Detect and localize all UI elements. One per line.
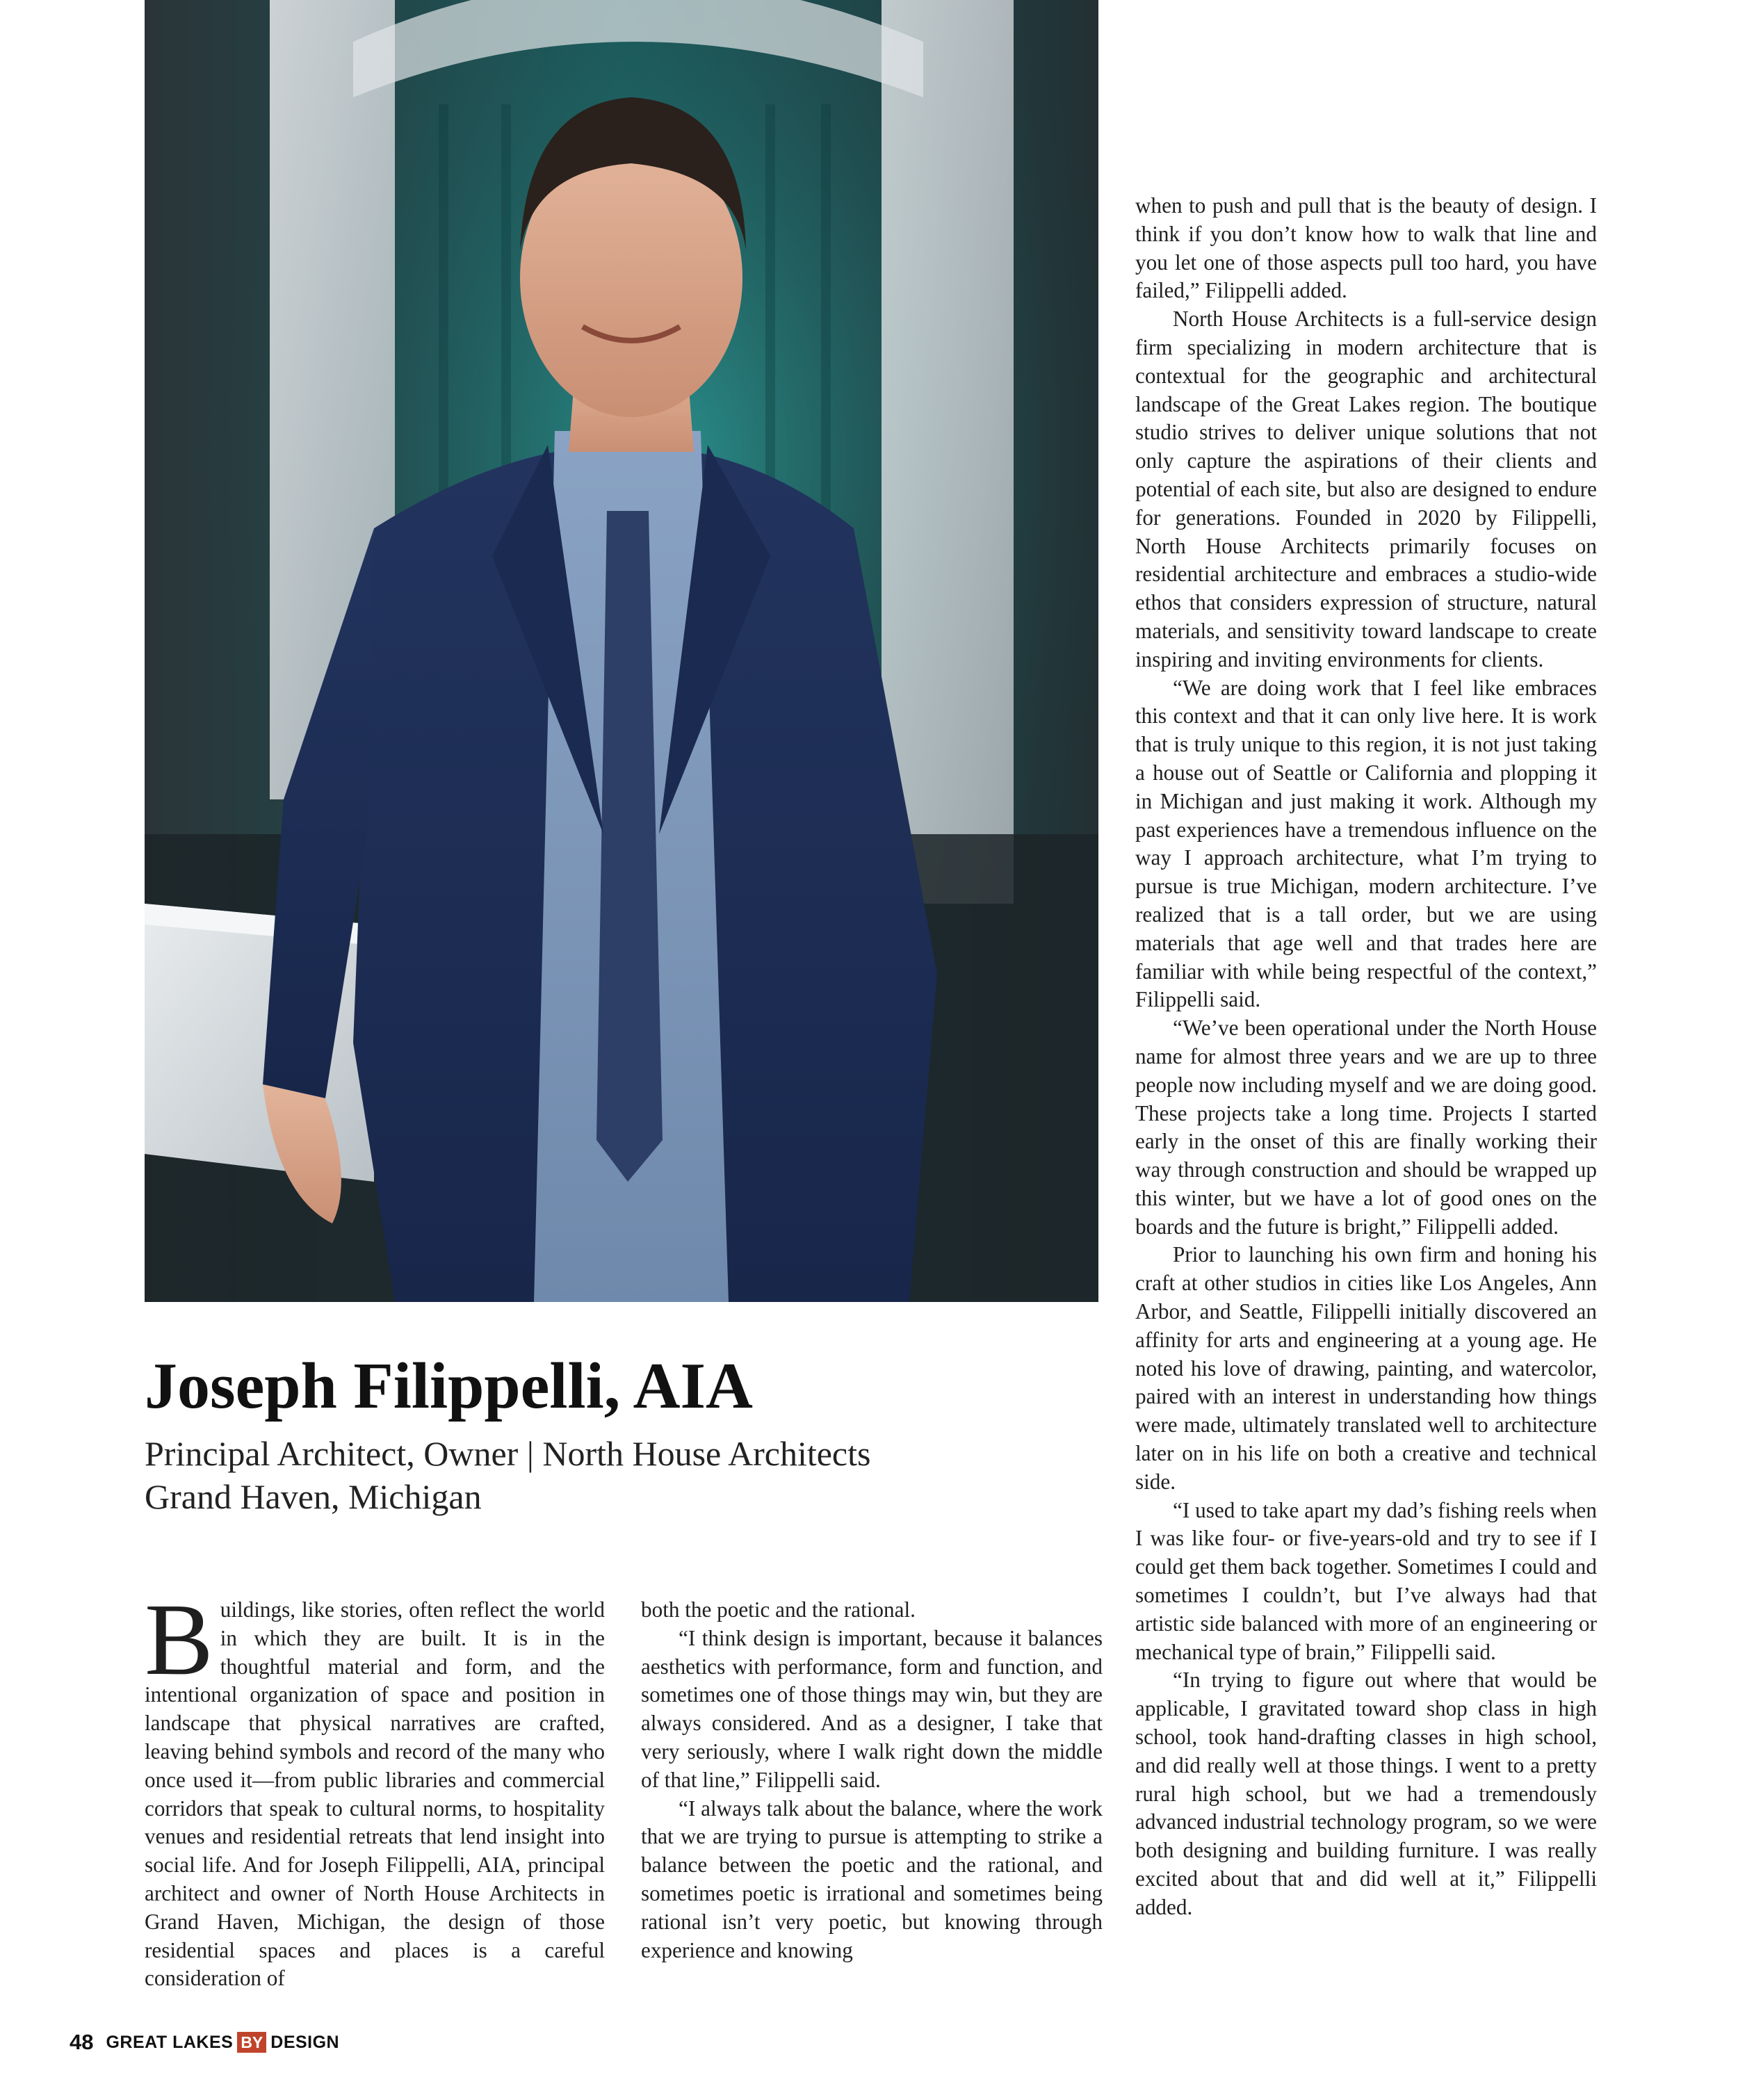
article-lead-paragraph <box>145 1583 605 1993</box>
lead-text: uildings, like stories, often reflect the world in which they are built. It is in the thoughtful material and form, and the intentional organization of space and position in landscape that physical narratives are crafted, leaving behind symbols and record of the many who once used it—from public libraries and commercial corridors that speak to cultural norms, to hospitality venues and residential retreats that lend insight into social life. And for Joseph Filippelli, AIA, principal architect and owner of North House Architects in Grand Haven, Michigan, the design of those residential spaces and places is a careful consideration of <box>145 1597 605 1991</box>
paragraph: “I think design is important, because it balances aesthetics with performance, form and function, and sometimes one of those things may win, but they are always considered. And as a designer, I take that very seriously, where I walk right down the middle of that line,” Filippelli said. <box>641 1625 1103 1792</box>
magazine-name-part1: GREAT LAKES <box>106 2032 234 2052</box>
portrait-illustration <box>145 0 1098 1302</box>
paragraph: “I always talk about the balance, where the work that we are trying to pursue is attempting to strike a balance between the poetic and the rational, and sometimes poetic is irrational and sometimes being rational isn’t very poetic, but knowing through experience and knowing <box>641 1796 1103 1962</box>
paragraph: Prior to launching his own firm and honing his craft at other studios in cities like Los Angeles, Ann Arbor, and Seattle, Filippelli initially discovered an affinity for arts and engineering at a young age. He noted his love of drawing, painting, and watercolor, paired with an interest in understanding how things were made, ultimately translated well to architecture later on in his life on both a creative and technical side. <box>1135 1242 1597 1494</box>
page-footer <box>70 2028 339 2056</box>
paragraph-continued: both the poetic and the rational. <box>641 1597 916 1622</box>
paragraph: “We’ve been operational under the North House name for almost three years and we are up to three people now including myself and we are doing good. These projects take a long time. Projects I started early in the onset of this are finally working their way through construction and should be wrapped up this winter, but we have a lot of good ones on the boards and the future is bright,” Filippelli added. <box>1135 1016 1597 1239</box>
profile-subtitle <box>145 1432 870 1518</box>
profile-name: Joseph Filippelli, AIA <box>145 1350 753 1422</box>
paragraph: “We are doing work that I feel like embraces this context and that it can only live here. It is work that is truly unique to this region, it is not just taking a house out of Seattle or California and plopping it in Michigan and just making it work. Although my past experiences have a tremendous influence on the way I approach architecture, what I’m trying to pursue is true Michigan, modern architecture. I’ve realized that is a tall order, but we are using materials that age well and that trades here are familiar with while being respectful of the context,” Filippelli said. <box>1135 675 1597 1012</box>
magazine-name-part2: DESIGN <box>270 2032 340 2052</box>
article-column-2 <box>641 1596 1103 1964</box>
paragraph: “I used to take apart my dad’s fishing reels when I was like four- or five-years-old and try to see if I could get them back together. Sometimes I could and sometimes I couldn’t, but I’ve always had that artistic side balanced with more of an engineering or mechanical type of brain,” Filippelli said. <box>1135 1497 1597 1664</box>
article-column-3 <box>1135 192 1597 1922</box>
portrait-photo <box>145 0 1098 1302</box>
paragraph-continued: when to push and pull that is the beauty of design. I think if you don’t know how to walk that line and you let one of those aspects pull too hard, you have failed,” Filippelli added. <box>1135 193 1597 303</box>
location-line: Grand Haven, Michigan <box>145 1477 482 1516</box>
article-column-1 <box>145 1583 605 1993</box>
paragraph: North House Architects is a full-service design firm specializing in modern architecture that is contextual for the geographic and architectural landscape of the Great Lakes region. The boutique studio strives to deliver unique solutions that not only capture the aspirations of their clients and potential of each site, but also are designed to endure for generations. Founded in 2020 by Filippelli, North House Architects primarily focuses on residential architecture and embraces a studio-wide ethos that considers expression of structure, natural materials, and sensitivity toward landscape to create inspiring and inviting environments for clients. <box>1135 307 1597 671</box>
drop-cap: B <box>145 1583 213 1697</box>
paragraph: “In trying to figure out where that would be applicable, I gravitated toward shop class in high school, took hand-drafting classes in high school, and did really well at those things. I went to a pretty rural high school, but we had a tremendously advanced industrial technology program, so we were both designing and building furniture. I was really excited about that and did well at it,” Filippelli added. <box>1135 1668 1597 1919</box>
magazine-by-logo: BY <box>237 2032 266 2053</box>
role-line: Principal Architect, Owner | North House Architects <box>145 1434 871 1473</box>
page-number: 48 <box>70 2030 94 2054</box>
